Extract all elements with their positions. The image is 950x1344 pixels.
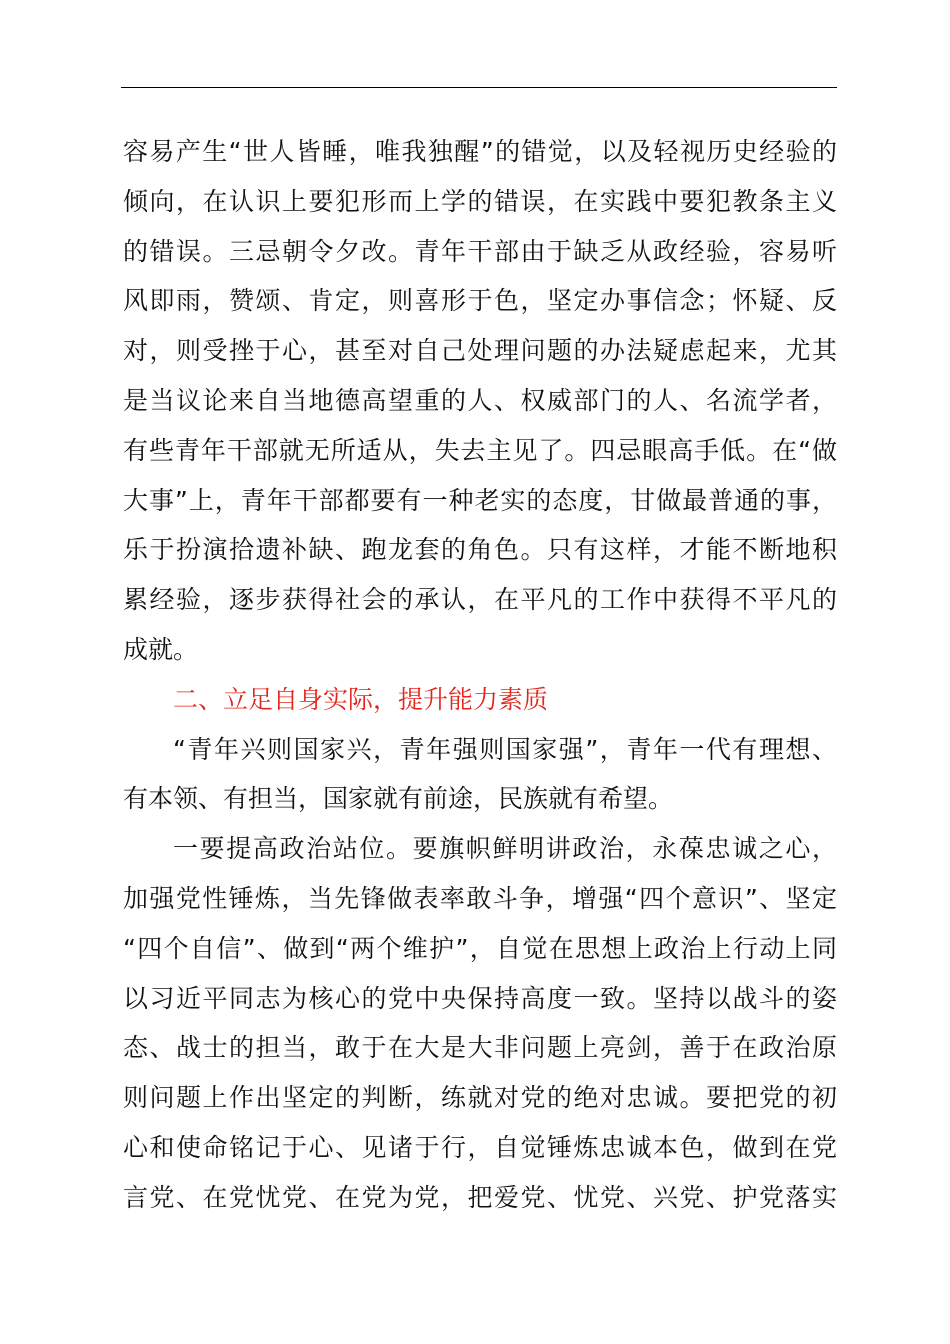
- text-line: 则问题上作出坚定的判断，练就对党的绝对忠诚。要把党的初: [123, 1083, 837, 1113]
- text-line: 有本领、有担当，国家就有前途，民族就有希望。: [123, 784, 674, 814]
- text-line: 大事”上，青年干部都要有一种老实的态度，甘做最普通的事，: [123, 485, 837, 515]
- text-line: 心和使命铭记于心、见诸于行，自觉锤炼忠诚本色，做到在党: [123, 1132, 837, 1162]
- text-line: 一要提高政治站位。要旗帜鲜明讲政治，永葆忠诚之心，: [173, 834, 837, 864]
- document-body: [123, 127, 837, 1223]
- text-line: 加强党性锤炼，当先锋做表率敢斗争，增强“四个意识”、坚定: [123, 883, 837, 913]
- text-line: 的错误。三忌朝令夕改。青年干部由于缺乏从政经验，容易听: [123, 236, 837, 266]
- text-line: 以习近平同志为核心的党中央保持高度一致。坚持以战斗的姿: [123, 983, 837, 1013]
- text-line: 成就。: [123, 634, 199, 664]
- text-line: 态、战士的担当，敢于在大是大非问题上亮剑，善于在政治原: [123, 1033, 837, 1063]
- text-line: 累经验，逐步获得社会的承认，在平凡的工作中获得不平凡的: [123, 585, 837, 615]
- header-rule: [121, 87, 837, 88]
- text-line: 风即雨，赞颂、肯定，则喜形于色，坚定办事信念；怀疑、反: [123, 286, 837, 316]
- text-line: “四个自信”、做到“两个维护”，自觉在思想上政治上行动上同: [123, 933, 837, 963]
- text-line: 是当议论来自当地德高望重的人、权威部门的人、名流学者，: [123, 385, 837, 415]
- text-line: 对，则受挫于心，甚至对自己处理问题的办法疑虑起来，尤其: [123, 336, 837, 366]
- text-line: 倾向，在认识上要犯形而上学的错误，在实践中要犯教条主义: [123, 186, 837, 216]
- text-line: 容易产生“世人皆睡，唯我独醒”的错觉，以及轻视历史经验的: [123, 137, 837, 166]
- text-line: “青年兴则国家兴，青年强则国家强”，青年一代有理想、: [173, 734, 837, 764]
- text-line: 言党、在党忧党、在党为党，把爱党、忧党、兴党、护党落实: [123, 1182, 837, 1212]
- section-heading: 二、立足自身实际，提升能力素质: [173, 684, 549, 714]
- text-line: 有些青年干部就无所适从，失去主见了。四忌眼高手低。在“做: [123, 435, 837, 465]
- text-line: 乐于扮演拾遗补缺、跑龙套的角色。只有这样，才能不断地积: [123, 535, 837, 565]
